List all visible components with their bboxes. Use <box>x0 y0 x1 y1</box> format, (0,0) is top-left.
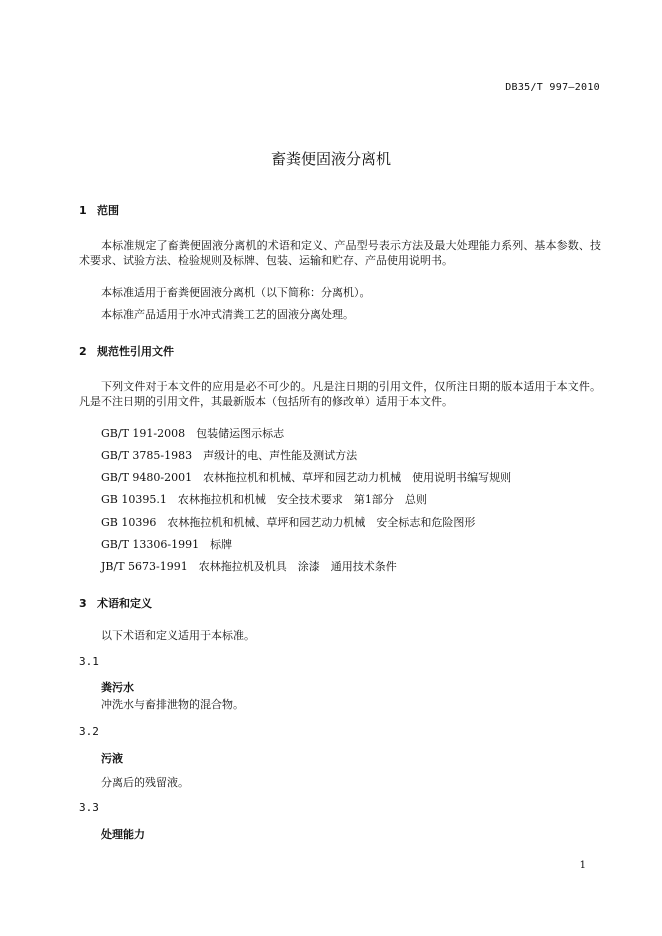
term-number: 3.2 <box>79 725 99 738</box>
reference-item: GB/T 3785-1983 声级计的电、声性能及测试方法 <box>101 449 358 462</box>
term-definition: 冲洗水与畜排泄物的混合物。 <box>101 698 244 711</box>
reference-item: GB 10395.1 农林拖拉机和机械 安全技术要求 第1部分 总则 <box>101 493 427 506</box>
term-definition: 分离后的残留液。 <box>101 776 189 789</box>
section-title: 规范性引用文件 <box>97 345 174 358</box>
standard-code: DB35/T 997—2010 <box>505 82 600 93</box>
term-name: 处理能力 <box>101 828 145 841</box>
section-heading-normative-references <box>79 343 174 359</box>
reference-item: GB/T 13306-1991 标牌 <box>101 538 233 551</box>
scope-paragraph-3: 本标准产品适用于水冲式清粪工艺的固液分离处理。 <box>101 308 354 321</box>
term-number: 3.3 <box>79 801 99 814</box>
reference-item: GB/T 9480-2001 农林拖拉机和机械、草坪和园艺动力机械 使用说明书编写规则 <box>101 471 512 484</box>
reference-item: GB/T 191-2008 包装储运图示标志 <box>101 427 285 440</box>
section-number: 1 <box>79 204 87 217</box>
term-name: 污液 <box>101 752 123 765</box>
reference-item: GB 10396 农林拖拉机和机械、草坪和园艺动力机械 安全标志和危险图形 <box>101 516 476 529</box>
section-heading-terms-definitions <box>79 595 152 611</box>
section-number: 2 <box>79 345 87 358</box>
scope-paragraph-2: 本标准适用于畜粪便固液分离机（以下简称：分离机）。 <box>101 286 371 299</box>
section-title: 术语和定义 <box>97 597 152 610</box>
term-name: 粪污水 <box>101 681 134 694</box>
term-number: 3.1 <box>79 655 99 668</box>
page-number: 1 <box>579 860 586 871</box>
scope-paragraph-1: 本标准规定了畜粪便固液分离机的术语和定义、产品型号表示方法及最大处理能力系列、基本参数、技术要求、试验方法、检验规则及标牌、包装、运输和贮存、产品使用说明书。 <box>79 239 601 267</box>
section-number: 3 <box>79 597 87 610</box>
references-intro-paragraph: 下列文件对于本文件的应用是必不可少的。凡是注日期的引用文件，仅所注日期的版本适用于本文件。凡是不注日期的引用文件，其最新版本（包括所有的修改单）适用于本文件。 <box>79 380 601 408</box>
section-heading-scope <box>79 202 119 218</box>
section-title: 范围 <box>97 204 119 217</box>
terms-intro-paragraph: 以下术语和定义适用于本标准。 <box>101 629 255 642</box>
document-title: 畜粪便固液分离机 <box>270 150 391 168</box>
reference-item: JB/T 5673-1991 农林拖拉机及机具 涂漆 通用技术条件 <box>101 560 397 573</box>
